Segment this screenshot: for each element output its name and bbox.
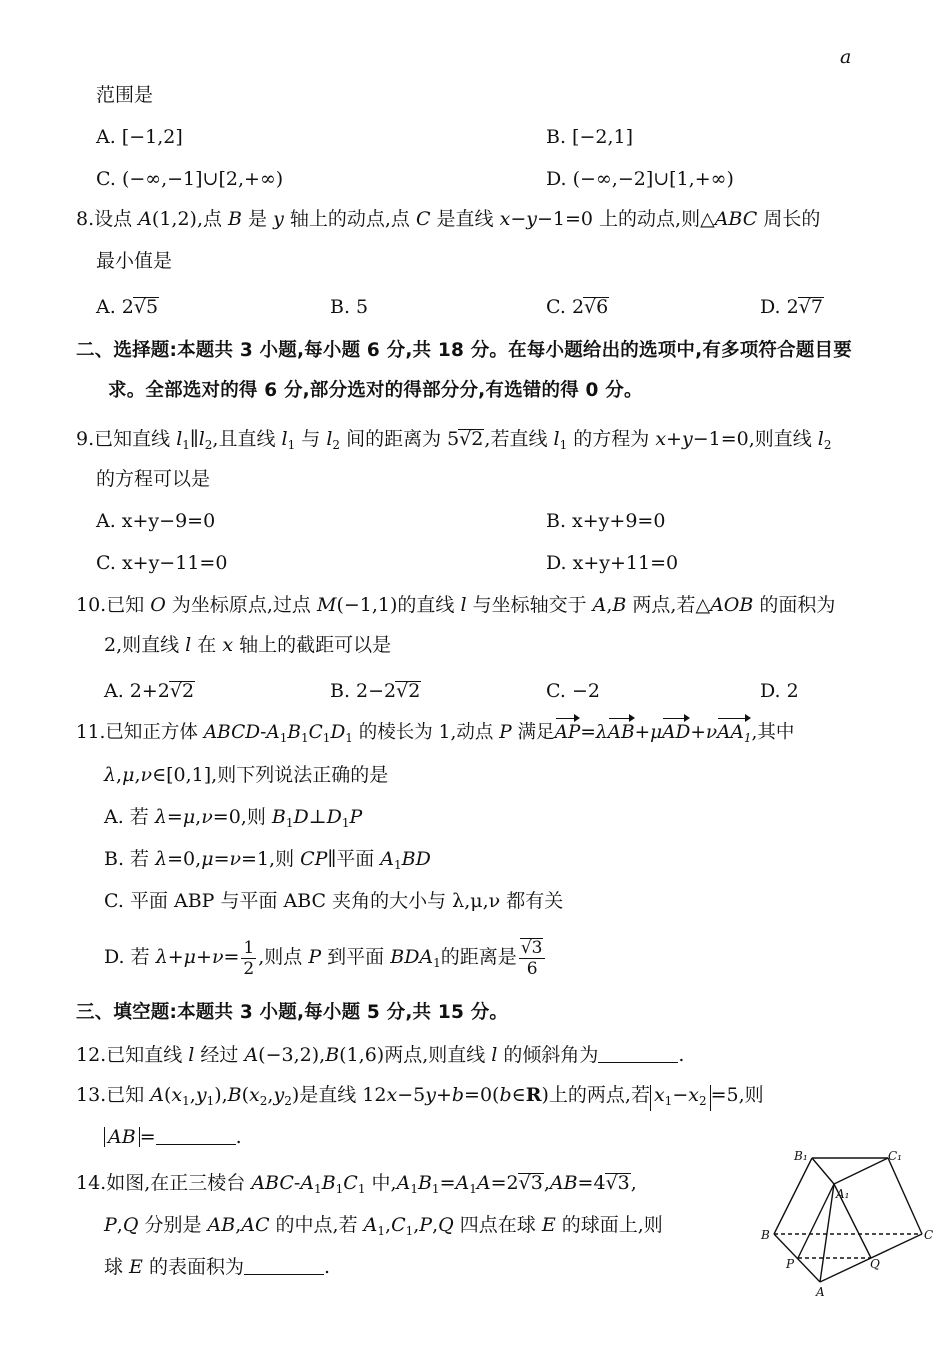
q11-option-a[interactable]: A. 若 λ=μ,ν=0,则 $B_1D\perp D_1P$: [104, 806, 363, 830]
corner-mark: a: [840, 46, 852, 68]
edge-a1-c1: [834, 1158, 888, 1184]
q8-option-d[interactable]: D. 2√7: [760, 296, 823, 318]
q11-number: 11.: [76, 722, 106, 743]
q12-stem: 12.已知直线 l 经过 A(−3,2),B(1,6)两点,则直线 l 的倾斜角为 .: [76, 1044, 685, 1066]
label-c: C: [924, 1228, 934, 1242]
sqrt-sign: √7: [798, 296, 823, 318]
q8-stem-line1: 8.设点 A(1,2),点 B 是 y 轴上的动点,点 C 是直线 x−y−1=0 上的动点,则△ABC 周长的: [76, 208, 821, 230]
q8-number: 8.: [76, 208, 95, 230]
q8-stem-line2: 最小值是: [96, 250, 173, 272]
q8-option-c[interactable]: C. 2√6: [546, 296, 609, 318]
q9-stem-line1: 9.已知直线 $l_1\parallel l_2$,且直线 $l_1$ 与 $l_2$ 间的距离为 5√2,若直线 $l_1$ 的方程为 x+y−1=0,则直线 $l_2$: [76, 428, 832, 452]
q13-stem-line2: AB = .: [104, 1124, 242, 1150]
sqrt-sign: √5: [133, 296, 159, 318]
q8-option-b[interactable]: B. 5: [330, 296, 369, 318]
q9-stem-line2: 的方程可以是: [96, 468, 211, 490]
q10-number: 10.: [76, 594, 107, 616]
label-b1: B₁: [794, 1150, 808, 1163]
q7-option-a[interactable]: A. [−1,2]: [96, 126, 183, 148]
q10-option-b[interactable]: B. 2−2√2: [330, 680, 421, 702]
q9-number: 9.: [76, 428, 95, 450]
answer-blank-q14[interactable]: [244, 1256, 324, 1275]
label-p: P: [786, 1257, 795, 1271]
frustum-figure: [760, 1150, 936, 1302]
q9-option-d[interactable]: D. x+y+11=0: [546, 552, 679, 574]
edge-b1-a1: [812, 1158, 834, 1184]
sqrt-sign: √2: [169, 680, 195, 702]
q10-stem-line1: 10.已知 O 为坐标原点,过点 M(−1,1)的直线 l 与坐标轴交于 A,B 两点,若△AOB 的面积为: [76, 594, 836, 616]
q7-option-d[interactable]: D. (−∞,−2]∪[1,+∞): [546, 168, 734, 190]
q13-stem-line1: 13.已知 $A(x_1,y_1),B(x_2,y_2)$是直线 12x−5y+b=0(b∈R)上的两点,若 $x_1-x_2 =5$,则: [76, 1082, 764, 1114]
edge-c-c1: [888, 1158, 922, 1234]
label-c1: C₁: [888, 1150, 902, 1163]
label-a: A: [816, 1285, 825, 1299]
q7-option-c[interactable]: C. (−∞,−1]∪[2,+∞): [96, 168, 284, 190]
section2-header-line2: 求。全部选对的得 6 分,部分选对的得部分分,有选错的得 0 分。: [108, 380, 643, 401]
edge-b-b1: [774, 1158, 812, 1234]
q10-option-d[interactable]: D. 2: [760, 680, 799, 702]
q10-option-a[interactable]: A. 2+2√2: [104, 680, 195, 702]
q14-stem-line1: 14.如图,在正三棱台 ABC-$A_1B_1C_1$ 中$,A_1B_1=A_1A=2√3,AB=4√3$,: [76, 1172, 637, 1196]
label-q: Q: [870, 1257, 880, 1271]
fraction: $\frac{1}{2}$: [243, 937, 255, 979]
answer-blank-q12[interactable]: [598, 1044, 678, 1063]
sqrt-sign: √6: [584, 296, 609, 318]
q7-stem-tail: 范围是: [96, 84, 154, 106]
q14-number: 14.: [76, 1172, 107, 1194]
label-a1: A₁: [836, 1187, 850, 1201]
section2-header-line1: 二、选择题:本题共 3 小题,每小题 6 分,共 18 分。在每小题给出的选项中,有多项符合题目要: [76, 340, 852, 361]
sqrt-sign: √2: [396, 680, 421, 702]
q12-number: 12.: [76, 1044, 107, 1066]
q9-option-a[interactable]: A. x+y−9=0: [96, 510, 216, 532]
q11-stem-line2: λ,μ,ν∈[0,1],则下列说法正确的是: [104, 764, 389, 786]
q11-stem-line1: 11.已知正方体 ABCD-$A_1B_1C_1D_1$ 的棱长为 1,动点 P 满足AP=λAB+μAD+νAA$_1$,其中: [76, 720, 794, 751]
label-b: B: [761, 1228, 770, 1242]
q11-option-d[interactable]: D. 若 λ+μ+ν= $\frac{1}{2}$ ,则点 P 到平面 $BDA_1$的距离是 $\frac{√3}{6}$: [104, 934, 547, 986]
q10-option-c[interactable]: C. −2: [546, 680, 600, 702]
q9-option-b[interactable]: B. x+y+9=0: [546, 510, 666, 532]
q9-option-c[interactable]: C. x+y−11=0: [96, 552, 228, 574]
q14-stem-line2: P,Q 分别是 AB,AC 的中点,若 $A_1,C_1,P,Q$ 四点在球 E 的球面上,则: [104, 1214, 663, 1238]
q7-option-b[interactable]: B. [−2,1]: [546, 126, 634, 148]
q8-option-a[interactable]: A. 2√5: [96, 296, 159, 318]
q10-stem-line2: 2,则直线 l 在 x 轴上的截距可以是: [104, 634, 392, 656]
fraction: $\frac{√3}{6}$: [519, 938, 546, 979]
q11-option-c[interactable]: C. 平面 ABP 与平面 ABC 夹角的大小与 λ,μ,ν 都有关: [104, 890, 564, 912]
q13-number: 13.: [76, 1084, 107, 1106]
q14-stem-line3: 球 E 的表面积为 .: [104, 1256, 331, 1278]
q11-option-b[interactable]: B. 若 λ=0,μ=ν=1,则 CP∥平面 $A_1BD$: [104, 848, 431, 872]
section3-header: 三、填空题:本题共 3 小题,每小题 5 分,共 15 分。: [76, 1002, 509, 1023]
answer-blank-q13[interactable]: [156, 1126, 236, 1145]
